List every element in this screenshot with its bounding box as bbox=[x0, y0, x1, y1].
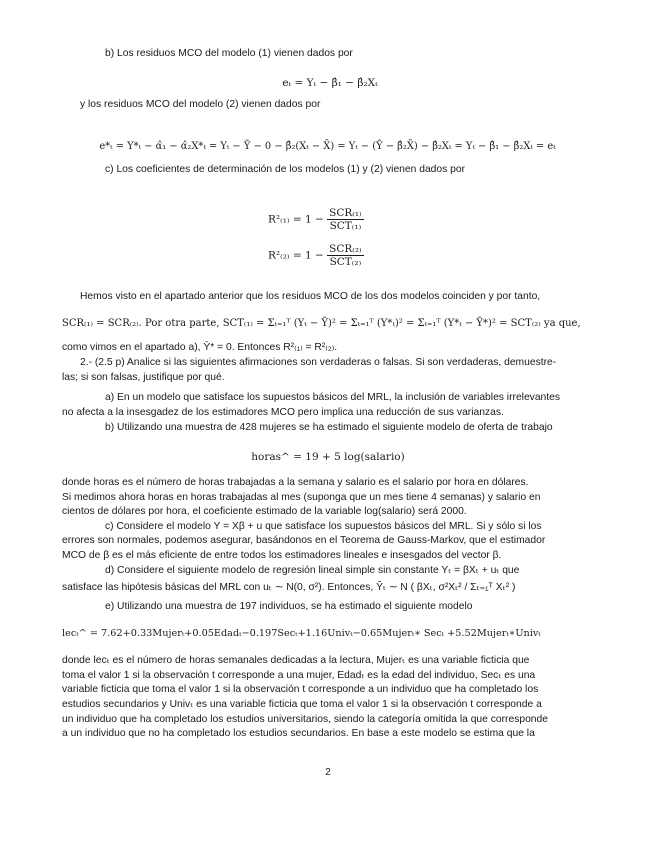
item-d-line-1: d) Considere el siguiente modelo de regresión lineal simple sin constante Yₜ = βXₜ + uₜ que bbox=[105, 565, 520, 576]
sct-model-1: SCT₍₁₎ bbox=[329, 220, 362, 232]
page-number: 2 bbox=[325, 767, 331, 778]
item-e-line-2: donde lecₜ es el número de horas semanales dedicadas a la lectura, Mujerₜ es una variable ficticia que bbox=[62, 655, 530, 666]
item-e-line-4: variable ficticia que toma el valor 1 si la observación t corresponde a un individuo que ha completado los bbox=[62, 684, 539, 695]
equals-one-minus: = 1 − bbox=[292, 213, 324, 226]
r2-model-1-label: R²₍₁₎ bbox=[268, 213, 290, 226]
item-c-line-3: MCO de β es el más eficiente de entre todos los estimadores lineales e insesgados del vector β. bbox=[62, 550, 502, 561]
item-e-line-3: toma el valor 1 si la observación t corresponde a una mujer, Edadₜ es la edad del individuo, Secₜ es una bbox=[62, 670, 536, 681]
item-a-line-1: a) En un modelo que satisface los supuestos básicos del MRL, la inclusión de variables irrelevantes bbox=[105, 392, 561, 403]
question-2-line-1: 2.- (2.5 p) Analice si las siguientes afirmaciones son verdaderas o falsas. Si son verdaderas, demuestre- bbox=[80, 357, 557, 368]
item-e-line-7: a un individuo que no ha completado los estudios secundarios. En base a este modelo se estima que la bbox=[62, 728, 535, 739]
item-c-line-1: c) Considere el modelo Y = Xβ + u que satisface los supuestos básicos del MRL. Si y sólo si los bbox=[105, 521, 542, 532]
scr-model-2: SCR₍₂₎ bbox=[329, 243, 362, 255]
paragraph-hemos-line-3: como vimos en el apartado a), Ȳ* = 0. Entonces R²₍₁₎ = R²₍₂₎. bbox=[62, 342, 338, 353]
item-e-line-5: estudios secundarios y Univₜ es una variable ficticia que toma el valor 1 si la observación t corresponde a bbox=[62, 699, 542, 710]
equation-horas: horas^ = 19 + 5 log(salario) bbox=[251, 451, 405, 463]
section-b-intro-2: y los residuos MCO del modelo (2) vienen dados por bbox=[80, 99, 321, 110]
fraction-r2-model-2 bbox=[327, 243, 364, 268]
equation-residuals-model-1: eₜ = Yₜ − β̂₁ − β̂₂Xₜ bbox=[282, 77, 378, 89]
equation-lec: lecₜ^ = 7.62+0.33Mujerₜ+0.05Edadₜ−0.197Secₜ+1.16Univₜ−0.65Mujerₜ∗ Secₜ +5.52Mujerₜ∗Univₜ bbox=[62, 628, 541, 639]
question-2-line-2: las; si son falsas, justifique por qué. bbox=[62, 372, 225, 383]
item-d-line-2: satisface las hipótesis básicas del MRL con uₜ ∼ N(0, σ²). Entonces, Ŷₜ ∼ N ( βXₜ, σ²Xₜ² / Σₜ₌₁ᵀ Xₜ² ) bbox=[62, 582, 516, 593]
equation-r2-model-2 bbox=[268, 243, 364, 268]
item-b-line-2: donde horas es el número de horas trabajadas a la semana y salario es el salario por hora en dólares. bbox=[62, 477, 529, 488]
item-c-line-2: errores son normales, podemos asegurar, basándonos en el Teorema de Gauss-Markov, que el estimador bbox=[62, 535, 546, 546]
section-c-intro: c) Los coeficientes de determinación de los modelos (1) y (2) vienen dados por bbox=[105, 164, 466, 175]
sct-model-2: SCT₍₂₎ bbox=[329, 256, 362, 268]
item-e-line-6: un individuo que ha completado los estudios universitarios, siendo la categoría omitida la que corresponde bbox=[62, 714, 548, 725]
equation-residuals-model-2: e*ₜ = Y*ₜ − α̂₁ − α̂₂X*ₜ = Yₜ − Ȳ − 0 − β̂₂(Xₜ − X̄) = Yₜ − (Ȳ − β̂₂X̄) − β̂₂Xₜ = Yₜ − β̂₁ − β̂₂Xₜ = eₜ bbox=[99, 141, 556, 152]
r2-model-2-label: R²₍₂₎ bbox=[268, 249, 290, 262]
item-b-line-1: b) Utilizando una muestra de 428 mujeres se ha estimado el siguiente modelo de oferta de trabajo bbox=[105, 422, 553, 433]
item-b-line-4: cientos de dólares por hora, el coeficiente estimado de la variable log(salario) será 2000. bbox=[62, 506, 467, 517]
section-b-intro: b) Los residuos MCO del modelo (1) vienen dados por bbox=[105, 48, 353, 59]
fraction-r2-model-1 bbox=[327, 207, 364, 232]
item-b-line-3: Si medimos ahora horas en horas trabajadas al mes (suponga que un mes tiene 4 semanas) y salario en bbox=[62, 492, 541, 503]
paragraph-hemos-line-1: Hemos visto en el apartado anterior que los residuos MCO de los dos modelos coinciden y por tanto, bbox=[80, 291, 541, 302]
equals-one-minus: = 1 − bbox=[292, 249, 324, 262]
item-a-line-2: no afecta a la insesgadez de los estimadores MCO pero implica una reducción de sus varianzas. bbox=[62, 407, 504, 418]
scr-model-1: SCR₍₁₎ bbox=[329, 207, 362, 219]
item-e-line-1: e) Utilizando una muestra de 197 individuos, se ha estimado el siguiente modelo bbox=[105, 601, 473, 612]
equation-r2-model-1 bbox=[268, 207, 364, 232]
paragraph-hemos-line-2: SCR₍₁₎ = SCR₍₂₎. Por otra parte, SCT₍₁₎ = Σₜ₌₁ᵀ (Yₜ − Ȳ)² = Σₜ₌₁ᵀ (Y*ₜ)² = Σₜ₌₁ᵀ (Y*ₜ − Ȳ*)² = SCT₍₂₎ ya que, bbox=[62, 318, 581, 329]
